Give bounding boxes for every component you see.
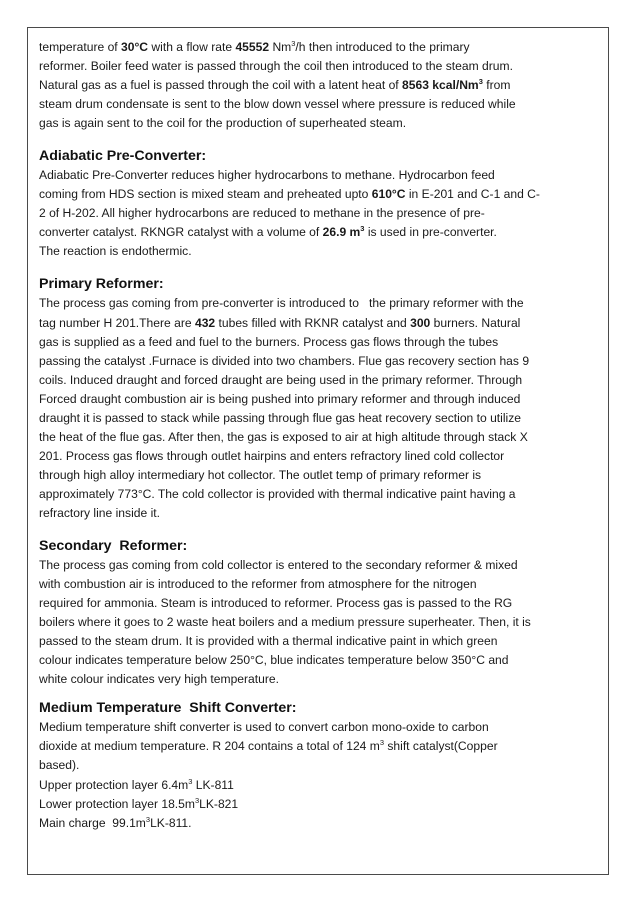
text-run: LK-811 (192, 777, 234, 792)
text-run: /h then introduced to the primary (295, 40, 470, 54)
bold-value: 45552 (235, 40, 270, 54)
text-line: reformer. Boiler feed water is passed through the coil then introduced to the steam drum. (39, 59, 513, 74)
text-run: burners. Natural (430, 315, 521, 330)
bold-value: 8563 kcal/Nm (402, 78, 479, 93)
text-line: refractory line inside it. (39, 505, 160, 520)
text-line (39, 76, 602, 95)
intro-paragraph (39, 38, 602, 133)
text-line: white colour indicates very high temperature. (39, 672, 279, 687)
text-line (39, 795, 602, 814)
text-line: gas is supplied as a feed and fuel to the burners. Process gas flows through the tubes (39, 334, 499, 349)
text-line: based). (39, 758, 80, 773)
section-heading: Adiabatic Pre-Converter: (39, 148, 207, 165)
text-run: with a flow rate (148, 40, 236, 54)
text-line (39, 737, 602, 756)
document-body (39, 38, 602, 833)
text-line: approximately 773°C. The cold collector is provided with thermal indicative paint having a (39, 486, 516, 501)
bold-value: 300 (410, 315, 431, 330)
secondary-reformer-section (39, 537, 602, 689)
bold-value: 26.9 m (322, 225, 361, 240)
superscript: 3 (478, 77, 483, 87)
text-line: required for ammonia. Steam is introduced to reformer. Process gas is passed to the RG (39, 596, 513, 611)
text-line: Adiabatic Pre-Converter reduces higher hydrocarbons to methane. Hydrocarbon feed (39, 168, 495, 183)
text-run: Natural gas as a fuel is passed through the coil with a latent heat of (39, 78, 403, 93)
text-line: 201. Process gas flows through outlet hairpins and enters refractory lined cold collector (39, 448, 505, 463)
superscript: 3 (188, 776, 193, 786)
text-run: LK-811. (150, 815, 192, 830)
text-line: draught it is passed to stack while passing through flue gas heat recovery section to utilize (39, 410, 522, 425)
text-line: The process gas coming from cold collector is entered to the secondary reformer & mixed (39, 558, 518, 573)
text-line: colour indicates temperature below 250°C, blue indicates temperature below 350°C and (39, 653, 509, 668)
text-line (39, 314, 602, 333)
bold-value: 30°C (121, 40, 149, 54)
text-line (39, 223, 602, 242)
text-line: passing the catalyst .Furnace is divided into two chambers. Flue gas recovery section has 9 (39, 353, 530, 368)
text-run: Main charge 99.1m (39, 815, 146, 830)
superscript: 3 (194, 795, 200, 805)
text-line: coils. Induced draught and forced draught are being used in the primary reformer. Through (39, 372, 523, 387)
text-line: 2 of H-202. All higher hydrocarbons are reduced to methane in the presence of pre- (39, 206, 485, 221)
text-run: tag number H 201.There are (39, 315, 195, 330)
text-line: The process gas coming from pre-converter is introduced to the primary reformer with the (39, 296, 524, 311)
text-line: passed to the steam drum. It is provided with a thermal indicative paint in which green (39, 634, 498, 649)
shift-converter-section (39, 699, 602, 832)
text-run: converter catalyst. RKNGR catalyst with a volume of (39, 225, 323, 240)
text-line: Medium temperature shift converter is used to convert carbon mono-oxide to carbon (39, 720, 489, 735)
document-page (27, 27, 609, 875)
adiabatic-section (39, 147, 602, 261)
bold-value: 610°C (371, 187, 406, 202)
section-heading: Medium Temperature Shift Converter: (39, 700, 297, 717)
text-line: gas is again sent to the coil for the production of superheated steam. (39, 116, 407, 131)
text-run: Nm (269, 40, 292, 54)
text-line: Forced draught combustion air is being pushed into primary reformer and through induced (39, 391, 521, 406)
superscript: 3 (360, 224, 365, 234)
text-line: boilers where it goes to 2 waste heat boilers and a medium pressure superheater. Then, it is (39, 615, 531, 630)
text-line (39, 38, 602, 57)
text-run: temperature of (39, 40, 122, 54)
superscript: 3 (379, 738, 384, 748)
primary-reformer-section (39, 275, 602, 523)
text-line: with combustion air is introduced to the reformer from atmosphere for the nitrogen (39, 577, 477, 592)
superscript: 3 (145, 814, 151, 824)
text-run: Lower protection layer 18.5m (39, 796, 195, 811)
text-line: through high alloy intermediary hot collector. The outlet temp of primary reformer is (39, 467, 482, 482)
text-line: steam drum condensate is sent to the blow down vessel where pressure is reduced while (39, 97, 516, 112)
text-run: shift catalyst(Copper (384, 739, 498, 754)
text-line (39, 776, 602, 795)
text-run: coming from HDS section is mixed steam and preheated upto (39, 187, 372, 202)
text-run: in E-201 and C-1 and C- (405, 187, 540, 202)
superscript: 3 (291, 39, 296, 48)
section-heading: Primary Reformer: (39, 276, 164, 293)
text-run: Upper protection layer 6.4m (39, 777, 189, 792)
bold-value: 432 (194, 315, 216, 330)
text-run: LK-821 (199, 796, 239, 811)
text-line: the heat of the flue gas. After then, the gas is exposed to air at high altitude through stack X (39, 429, 528, 444)
text-run: tubes filled with RKNR catalyst and (215, 315, 411, 330)
text-run: is used in pre-converter. (364, 225, 497, 240)
section-heading: Secondary Reformer: (39, 538, 188, 555)
text-line (39, 185, 602, 204)
text-line (39, 814, 602, 833)
text-line: The reaction is endothermic. (39, 244, 192, 259)
text-run: from (482, 78, 511, 93)
text-run: dioxide at medium temperature. R 204 contains a total of 124 m (39, 739, 380, 754)
